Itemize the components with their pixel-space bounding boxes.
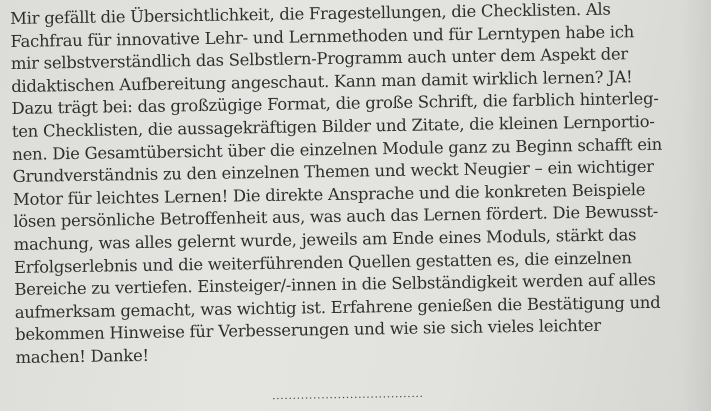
- text-line: didaktischen Aufbereitung angeschaut. Kann man damit wirklich lernen? JA!: [11, 67, 633, 96]
- text-line: bekommen Hinweise für Verbesserungen und wie sie sich vieles leichter: [14, 316, 602, 345]
- page-edge-shadow: [681, 0, 711, 411]
- text-line: aufmerksam gemacht, was wichtig ist. Erfahrene genießen die Bestätigung und: [14, 292, 661, 322]
- text-line: lösen persönliche Betroffenheit aus, was auch das Lernen fördert. Die Bewusst-: [13, 202, 659, 232]
- text-line: nen. Die Gesamtübersicht über die einzelnen Module ganz zu Beginn schafft ein: [12, 134, 663, 164]
- text-line: Fachfrau für innovative Lehr- und Lernmethoden und für Lerntypen habe ich: [10, 21, 635, 51]
- text-line: Bereiche zu vertiefen. Einsteiger/-innen in die Selbständigkeit werden auf alles: [14, 270, 656, 300]
- text-line: machen! Danke!: [15, 345, 149, 367]
- text-line: mir selbstverständlich das Selbstlern-Programm auch unter dem Aspekt der: [10, 44, 629, 74]
- text-line: ten Checklisten, die aussagekräftigen Bilder und Zitate, die kleinen Lernportio-: [11, 111, 655, 141]
- text-line: Grundverständnis zu den einzelnen Themen und weckt Neugier – ein wichtiger: [12, 157, 654, 187]
- text-line: Motor für leichtes Lernen! Die direkte Ansprache und die konkreten Beispiele: [12, 179, 646, 209]
- text-line: Erfolgserlebnis und die weiterführenden Quellen gestatten es, die einzelnen: [13, 247, 632, 277]
- dotted-separator: .....................................: [271, 386, 424, 403]
- text-line: Dazu trägt bei: das großzügige Format, die große Schrift, die farblich hinterleg-: [11, 89, 659, 119]
- text-line: Mir gefällt die Übersichtlichkeit, die Fragestellungen, die Checklisten. Als: [10, 0, 611, 28]
- text-line: machung, was alles gelernt wurde, jeweils am Ende eines Moduls, stärkt das: [13, 225, 637, 254]
- testimonial-paragraph: [10, 0, 711, 369]
